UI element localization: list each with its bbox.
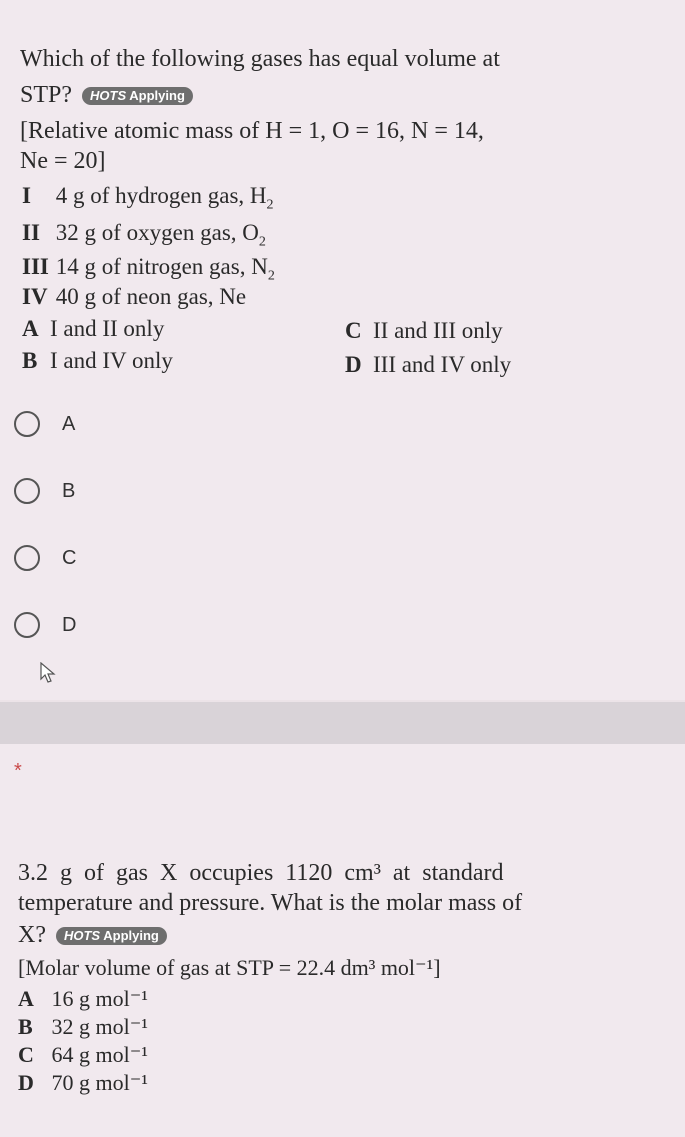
choice-letter: D — [18, 1070, 34, 1095]
required-star: * — [14, 760, 22, 782]
q1-line4: Ne = 20] — [20, 148, 106, 174]
hots-badge-label: HOTS — [90, 88, 127, 104]
q2-choice-d — [18, 1070, 148, 1096]
choice-letter: C — [345, 318, 362, 343]
choice-letter: B — [22, 348, 38, 373]
radio-option-b[interactable] — [14, 478, 75, 504]
q1-item-num: II — [22, 220, 40, 245]
radio-button[interactable] — [14, 612, 40, 638]
radio-button[interactable] — [14, 545, 40, 571]
q1-choice-d — [345, 352, 511, 378]
radio-option-d[interactable] — [14, 612, 76, 638]
q1-item-3 — [22, 254, 275, 285]
q2-line4: [Molar volume of gas at STP = 22.4 dm³ mol⁻¹] — [18, 955, 441, 980]
radio-label: D — [62, 613, 77, 636]
q1-item-4 — [22, 284, 246, 310]
radio-label: C — [62, 546, 77, 569]
q1-item-num: IV — [22, 284, 48, 309]
hots-badge — [82, 87, 193, 105]
q1-item-text: 4 g of hydrogen gas, H — [55, 183, 267, 208]
q1-line1: Which of the following gases has equal volume at — [20, 46, 500, 72]
q1-item-sub: 2 — [266, 197, 274, 213]
q1-choice-c — [345, 318, 503, 344]
q1-item-num: III — [22, 254, 49, 279]
choice-text: 70 g mol⁻¹ — [51, 1070, 148, 1095]
q1-item-text: 32 g of oxygen gas, O — [55, 220, 259, 245]
radio-label: A — [62, 412, 76, 435]
q2-line2: temperature and pressure. What is the molar mass of — [18, 890, 523, 916]
q1-item-text: 40 g of neon gas, Ne — [55, 284, 247, 309]
choice-text: I and IV only — [50, 348, 173, 373]
hots-badge-label: HOTS — [63, 928, 101, 944]
q1-item-num: I — [22, 183, 31, 208]
choice-letter: D — [345, 352, 362, 377]
q1-line3: [Relative atomic mass of H = 1, O = 16, N = 14, — [20, 118, 484, 144]
radio-label: B — [62, 479, 76, 502]
choice-text: I and II only — [50, 316, 165, 341]
q1-item-sub: 2 — [267, 268, 275, 284]
choice-text: III and IV only — [373, 352, 512, 377]
q1-item-text: 14 g of nitrogen gas, N — [55, 254, 268, 279]
choice-text: II and III only — [373, 318, 503, 343]
q2-choice-a — [18, 986, 148, 1012]
q2-choice-b — [18, 1014, 148, 1040]
q1-choice-b — [22, 348, 173, 374]
card-separator — [0, 702, 685, 744]
choice-text: 16 g mol⁻¹ — [51, 986, 148, 1011]
radio-option-c[interactable] — [14, 545, 76, 571]
q1-item-1 — [22, 183, 274, 214]
hots-badge — [56, 927, 167, 945]
q1-choice-a — [22, 316, 164, 342]
q1-line2-text: STP? — [20, 82, 73, 108]
q2-line3 — [18, 920, 167, 951]
radio-button[interactable] — [14, 478, 40, 504]
q1-item-2 — [22, 220, 266, 251]
radio-button[interactable] — [14, 411, 40, 437]
choice-text: 32 g mol⁻¹ — [51, 1014, 148, 1039]
mouse-cursor-icon — [40, 662, 56, 684]
q1-line2 — [20, 80, 193, 111]
q2-line1: 3.2 g of gas X occupies 1120 cm³ at standard — [18, 860, 504, 886]
hots-badge-level: Applying — [129, 88, 185, 104]
q2-choice-c — [18, 1042, 148, 1068]
choice-letter: A — [22, 316, 39, 341]
choice-letter: C — [18, 1042, 34, 1067]
choice-letter: B — [18, 1014, 33, 1039]
q1-item-sub: 2 — [258, 234, 266, 250]
choice-letter: A — [18, 986, 34, 1011]
hots-badge-level: Applying — [103, 928, 159, 944]
choice-text: 64 g mol⁻¹ — [51, 1042, 148, 1067]
q2-line3-text: X? — [18, 922, 46, 948]
radio-option-a[interactable] — [14, 411, 75, 437]
